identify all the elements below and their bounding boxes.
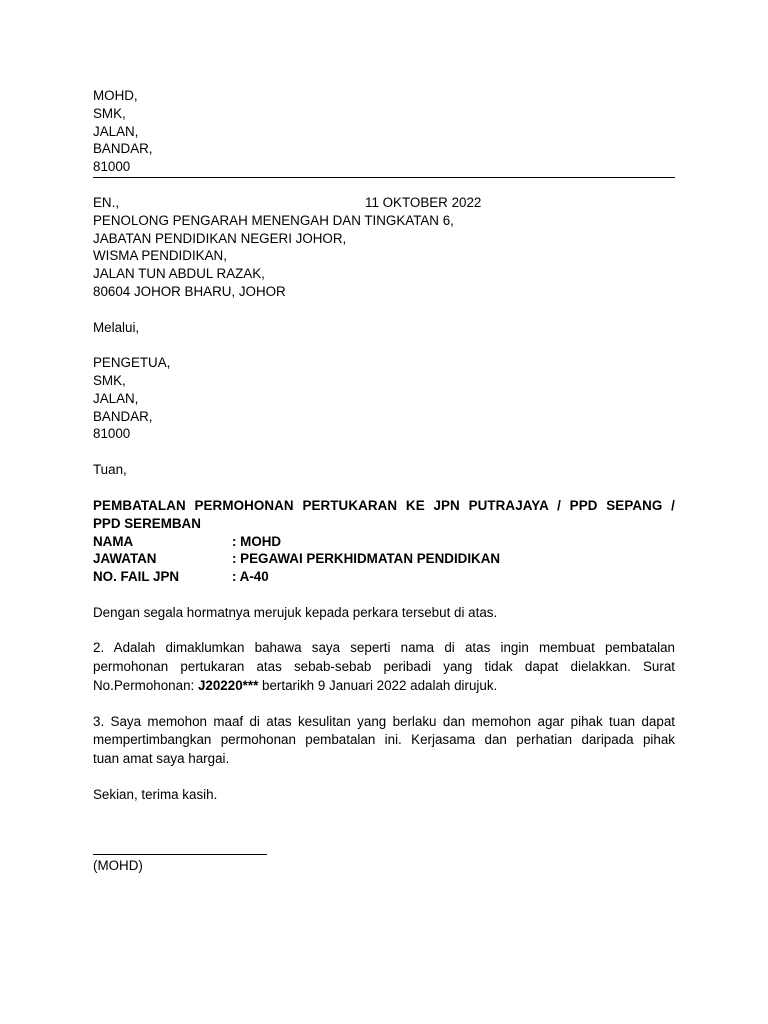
field-row-position <box>93 550 675 568</box>
body-paragraph-3 <box>93 713 675 769</box>
closing: Sekian, terima kasih. <box>93 787 218 803</box>
body-paragraph-2 <box>93 639 675 695</box>
reference-prefix: No.Permohonan: <box>93 677 198 693</box>
field-label: JAWATAN <box>93 551 157 567</box>
recipient-line: 80604 JOHOR BHARU, JOHOR <box>93 283 286 299</box>
recipient-line: JABATAN PENDIDIKAN NEGERI JOHOR, <box>93 230 347 246</box>
letter-date: 11 OKTOBER 2022 <box>365 194 482 210</box>
sender-line: 81000 <box>93 159 131 175</box>
via-line: JALAN, <box>93 390 139 406</box>
recipient-line: PENOLONG PENGARAH MENENGAH DAN TINGKATAN 6, <box>93 212 454 228</box>
letter-document <box>93 87 675 875</box>
sender-line: MOHD, <box>93 88 138 103</box>
paragraph-line: mempertimbangkan permohonan pembatalan ini. Kerjasama dan perhatian daripada pihak <box>93 732 675 748</box>
sender-line: BANDAR, <box>93 141 153 157</box>
field-row-name <box>93 533 675 551</box>
details-table <box>93 533 675 586</box>
field-row-file-number <box>93 568 675 586</box>
recipient-date-row <box>93 194 675 212</box>
recipient-address <box>93 194 675 301</box>
field-value: : PEGAWAI PERKHIDMATAN PENDIDIKAN <box>232 551 501 567</box>
paragraph-line: permohonan pertukaran atas sebab-sebab peribadi yang tidak dapat dielakkan. Surat <box>93 658 675 674</box>
body-paragraph-1: Dengan segala hormatnya merujuk kepada perkara tersebut di atas. <box>93 604 498 620</box>
recipient-line: JALAN TUN ABDUL RAZAK, <box>93 266 265 282</box>
paragraph-line: 3. Saya memohon maaf di atas kesulitan yang berlaku dan memohon agar pihak tuan dapat <box>93 713 675 729</box>
reference-suffix: bertarikh 9 Januari 2022 adalah dirujuk. <box>258 677 498 693</box>
field-value: : MOHD <box>232 533 282 549</box>
via-line: SMK, <box>93 372 126 388</box>
sender-line: JALAN, <box>93 123 139 139</box>
via-line: 81000 <box>93 426 131 442</box>
subject-line-1: PEMBATALAN PERMOHONAN PERTUKARAN KE JPN PUTRAJAYA / PPD SEPANG / <box>93 497 675 513</box>
paragraph-line: 2. Adalah dimaklumkan bahawa saya seperti nama di atas ingin membuat pembatalan <box>93 640 675 656</box>
recipient-line: WISMA PENDIDIKAN, <box>93 248 227 264</box>
header-divider <box>93 177 675 178</box>
via-line: BANDAR, <box>93 408 153 424</box>
subject-line-2: PPD SEREMBAN <box>93 515 201 531</box>
field-label: NO. FAIL JPN <box>93 569 180 585</box>
via-line: PENGETUA, <box>93 355 171 371</box>
paragraph-line <box>93 677 675 696</box>
paragraph-line: tuan amat saya hargai. <box>93 751 230 767</box>
recipient-salutation: EN., <box>93 194 120 210</box>
via-label: Melalui, <box>93 319 140 335</box>
field-label: NAMA <box>93 533 134 549</box>
greeting: Tuan, <box>93 461 127 477</box>
signature-name: (MOHD) <box>93 858 143 874</box>
sender-address <box>93 87 675 176</box>
field-value: : A-40 <box>232 569 269 585</box>
signature-line <box>93 854 267 855</box>
via-address <box>93 354 675 443</box>
reference-number: J20220*** <box>197 677 259 693</box>
sender-line: SMK, <box>93 105 126 121</box>
